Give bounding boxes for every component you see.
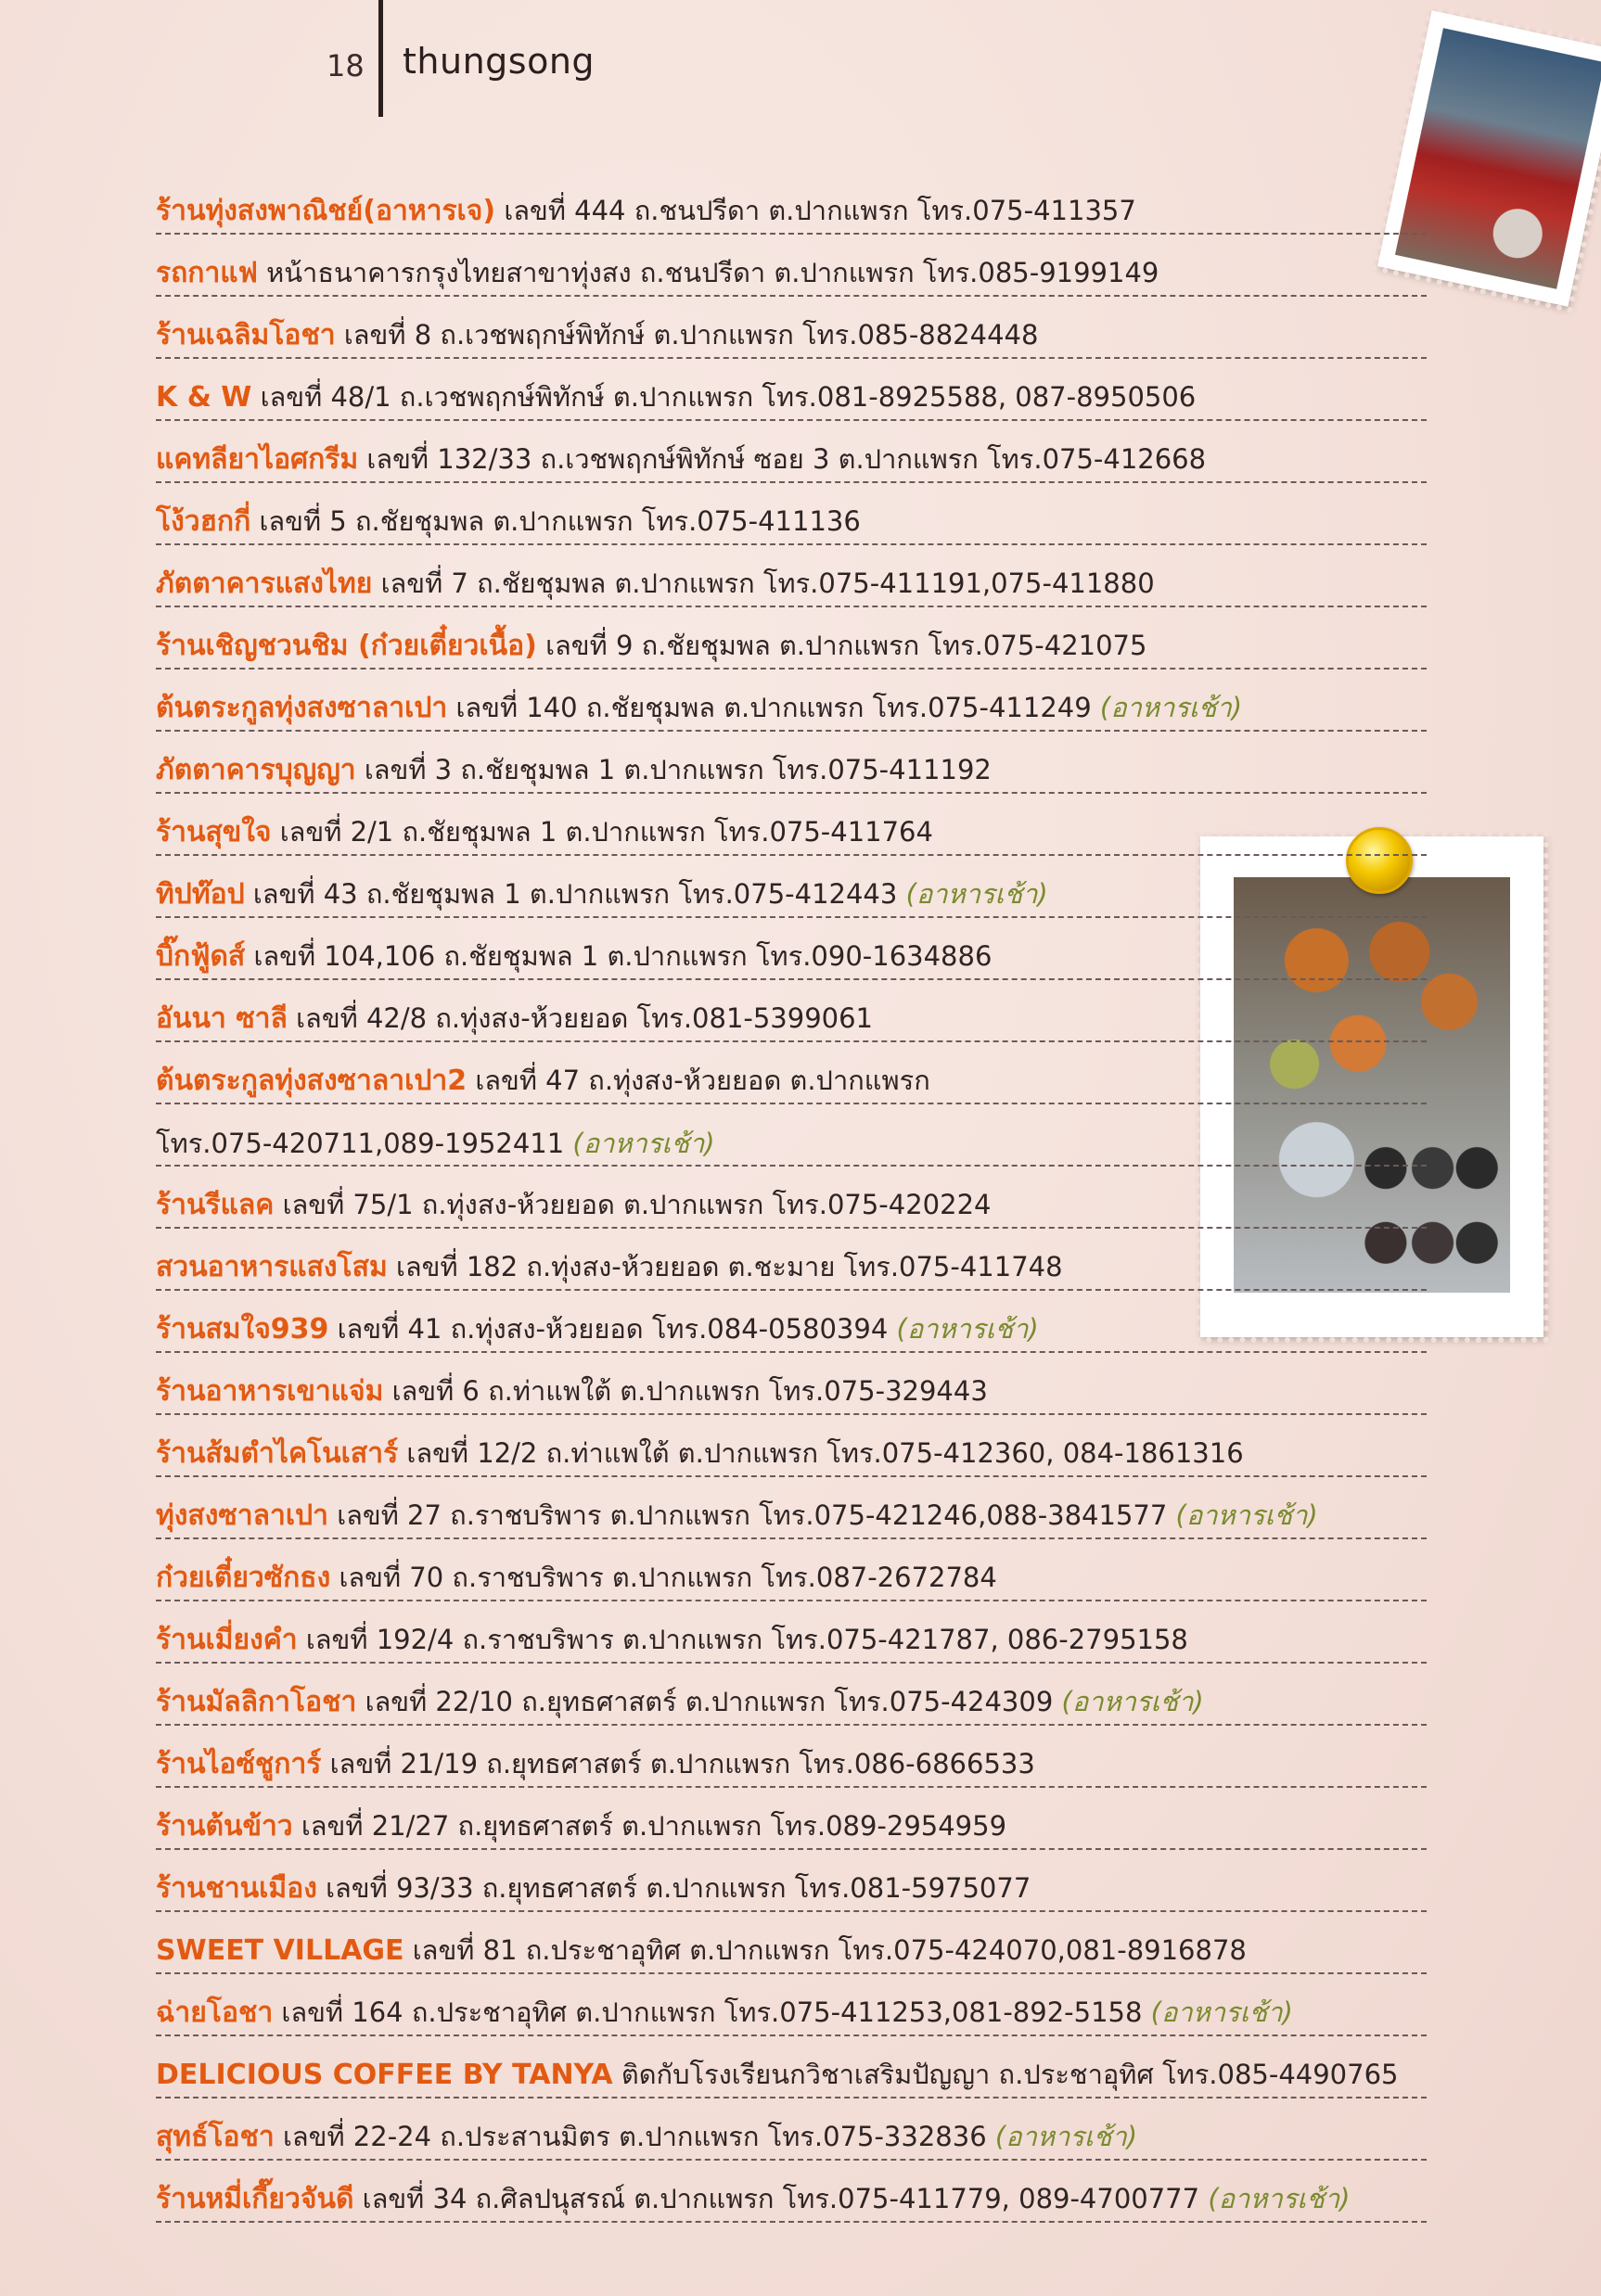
restaurant-detail: เลขที่ 9 ถ.ชัยชุมพล ต.ปากแพรก โทร.075-421075 [545,630,1147,661]
entry-text [156,754,992,786]
meal-note: (อาหารเช้า) [572,1128,715,1159]
restaurant-detail: เลขที่ 75/1 ถ.ทุ่งสง-ห้วยยอด ต.ปากแพรก โทร.075-420224 [282,1189,992,1220]
restaurant-entry [156,856,1427,918]
entry-text [156,2061,1398,2089]
entry-text [156,632,1146,660]
restaurant-detail: เลขที่ 81 ถ.ประชาอุทิศ ต.ปากแพรก โทร.075-424070,081-8916878 [412,1934,1247,1966]
meal-note: (อาหารเช้า) [994,2121,1138,2152]
restaurant-entry [156,172,1427,235]
entry-text [156,1748,1035,1780]
restaurant-entry [156,421,1427,483]
restaurant-entry [156,1167,1427,1229]
restaurant-detail: เลขที่ 164 ถ.ประชาอุทิศ ต.ปากแพรก โทร.075-411253,081-892-5158 [281,1996,1143,2028]
restaurant-detail: เลขที่ 8 ถ.เวชพฤกษ์พิทักษ์ ต.ปากแพรก โทร.085-8824448 [343,319,1039,351]
restaurant-entry [156,1726,1427,1788]
restaurant-detail: เลขที่ 70 ถ.ราชบริพาร ต.ปากแพรก โทร.087-2672784 [339,1562,997,1593]
entry-text [156,443,1207,476]
restaurant-entry [156,607,1427,670]
entry-text [156,381,1197,414]
restaurant-entry [156,918,1427,980]
entry-text [156,1067,930,1095]
restaurant-name: ร้านสมใจ939 [156,1313,329,1346]
meal-note: (อาหารเช้า) [1061,1686,1204,1717]
entry-text [156,878,1048,911]
restaurant-detail: เลขที่ 12/2 ถ.ท่าแพใต้ ต.ปากแพรก โทร.075-412360, 084-1861316 [406,1437,1244,1469]
restaurant-detail: เลขที่ 48/1 ถ.เวชพฤกษ์พิทักษ์ ต.ปากแพรก โทร.081-8925588, 087-8950506 [260,381,1197,413]
restaurant-name: สุทธ์โอชา [156,2121,275,2153]
restaurant-entry [156,1042,1427,1104]
meal-note: (อาหารเช้า) [896,1313,1039,1345]
restaurant-detail: เลขที่ 140 ถ.ชัยชุมพล ต.ปากแพรก โทร.075-411249 [455,692,1092,723]
restaurant-detail: เลขที่ 6 ถ.ท่าแพใต้ ต.ปากแพรก โทร.075-329443 [391,1375,988,1407]
meal-note: (อาหารเช้า) [905,878,1048,910]
restaurant-name: ร้านทุ่งสงพาณิชย์(อาหารเจ) [156,195,496,227]
restaurant-name: ร้านอาหารเขาแจ่ม [156,1375,384,1408]
restaurant-name: ร้านเมี่ยงคำ [156,1624,298,1656]
restaurant-entry [156,1291,1427,1353]
entry-text [156,505,861,538]
restaurant-entry [156,1850,1427,1912]
entry-text [156,816,933,848]
restaurant-name: ร้านรีแลค [156,1189,275,1221]
restaurant-name: ร้านส้มตำไคโนเสาร์ [156,1437,399,1470]
page-number: 18 [327,48,365,83]
restaurant-entry [156,732,1427,794]
restaurant-name: ร้านหมี่เกี๊ยวจันดี [156,2183,354,2215]
restaurant-name: DELICIOUS COFFEE BY TANYA [156,2059,613,2091]
restaurant-name: SWEET VILLAGE [156,1934,404,1967]
restaurant-entry [156,359,1427,421]
restaurant-entry [156,2161,1427,2223]
entry-text [156,319,1039,351]
restaurant-detail: เลขที่ 22-24 ถ.ประสานมิตร ต.ปากแพรก โทร.075-332836 [282,2121,987,2152]
restaurant-entry [156,1974,1427,2036]
meal-note: (อาหารเช้า) [1208,2183,1351,2214]
restaurant-entry [156,2036,1427,2098]
restaurant-detail: เลขที่ 42/8 ถ.ทุ่งสง-ห้วยยอด โทร.081-5399061 [296,1002,874,1034]
restaurant-list [156,172,1427,2223]
restaurant-detail: เลขที่ 104,106 ถ.ชัยชุมพล 1 ต.ปากแพรก โทร.090-1634886 [253,940,993,972]
entry-text [156,1996,1293,2029]
entry-text [156,2183,1351,2215]
entry-text [156,1313,1039,1346]
entry-text [156,1189,992,1221]
entry-text [156,1002,874,1035]
restaurant-entry [156,1104,1427,1167]
restaurant-entry [156,1601,1427,1664]
meal-note: (อาหารเช้า) [1099,692,1243,723]
restaurant-entry [156,670,1427,732]
entry-text [156,195,1136,227]
restaurant-detail: เลขที่ 182 ถ.ทุ่งสง-ห้วยยอด ต.ชะมาย โทร.075-411748 [395,1251,1063,1282]
restaurant-detail: เลขที่ 7 ถ.ชัยชุมพล ต.ปากแพรก โทร.075-411191,075-411880 [380,568,1155,599]
restaurant-detail: เลขที่ 34 ถ.ศิลปนุสรณ์ ต.ปากแพรก โทร.075-411779, 089-4700777 [362,2183,1200,2214]
page-header [0,0,1601,121]
restaurant-entry [156,235,1427,297]
restaurant-entry [156,545,1427,607]
entry-text [156,692,1243,724]
restaurant-detail: เลขที่ 444 ถ.ชนปรีดา ต.ปากแพรก โทร.075-411357 [504,195,1136,226]
restaurant-name: โง้วฮกกี่ [156,505,251,538]
entry-text [156,1686,1204,1718]
restaurant-name: ต้นตระกูลทุ่งสงซาลาเปา2 [156,1065,467,1097]
restaurant-name: ร้านเฉลิมโอชา [156,319,336,351]
restaurant-entry [156,1664,1427,1726]
entry-text [156,257,1159,289]
restaurant-name: ร้านมัลลิกาโอชา [156,1686,357,1718]
entry-text [156,1130,715,1157]
restaurant-entry [156,1477,1427,1539]
restaurant-entry [156,980,1427,1042]
restaurant-detail: เลขที่ 21/19 ถ.ยุทธศาสตร์ ต.ปากแพรก โทร.086-6866533 [329,1748,1035,1779]
restaurant-detail: เลขที่ 21/27 ถ.ยุทธศาสตร์ ต.ปากแพรก โทร.089-2954959 [301,1810,1007,1842]
entry-text [156,570,1155,598]
entry-text [156,1626,1188,1654]
restaurant-name: ก๋วยเตี๋ยวซักธง [156,1562,331,1594]
restaurant-name: ร้านต้นข้าว [156,1810,293,1843]
restaurant-name: ร้านชานเมือง [156,1872,317,1905]
restaurant-detail: เลขที่ 27 ถ.ราชบริพาร ต.ปากแพรก โทร.075-421246,088-3841577 [337,1499,1168,1531]
entry-text [156,1872,1031,1905]
restaurant-detail: โทร.075-420711,089-1952411 [156,1128,565,1159]
entry-text [156,1564,997,1592]
restaurant-name: บิ๊กฟู้ดส์ [156,940,246,973]
restaurant-detail: เลขที่ 93/33 ถ.ยุทธศาสตร์ ต.ปากแพรก โทร.081-5975077 [326,1872,1031,1904]
restaurant-detail: เลขที่ 5 ถ.ชัยชุมพล ต.ปากแพรก โทร.075-411136 [259,505,861,537]
entry-text [156,1251,1063,1283]
restaurant-name: ร้านเชิญชวนชิม (ก๋วยเตี๋ยวเนื้อ) [156,630,537,662]
restaurant-name: อันนา ซาลี [156,1002,288,1035]
restaurant-name: ภัตตาคารแสงไทย [156,568,373,600]
entry-text [156,1934,1247,1967]
restaurant-name: รถกาแฟ [156,257,258,289]
header-title: thungsong [403,41,596,82]
restaurant-name: สวนอาหารแสงโสม [156,1251,388,1283]
meal-note: (อาหารเช้า) [1175,1499,1318,1531]
restaurant-name: ภัตตาคารบุญญา [156,754,356,786]
restaurant-name: ทุ่งสงซาลาเปา [156,1499,328,1532]
restaurant-name: แคทลียาไอศกรีม [156,443,359,476]
restaurant-detail: เลขที่ 2/1 ถ.ชัยชุมพล 1 ต.ปากแพรก โทร.075-411764 [279,816,933,848]
restaurant-detail: ติดกับโรงเรียนกวิชาเสริมปัญญา ถ.ประชาอุทิศ โทร.085-4490765 [621,2059,1399,2090]
entry-text [156,940,993,973]
restaurant-name: ร้านไอซ์ชูการ์ [156,1748,322,1780]
entry-text [156,2121,1138,2153]
restaurant-name: ฉ่ายโอชา [156,1996,274,2029]
restaurant-detail: เลขที่ 41 ถ.ทุ่งสง-ห้วยยอด โทร.084-0580394 [337,1313,889,1345]
restaurant-detail: หน้าธนาคารกรุงไทยสาขาทุ่งสง ถ.ชนปรีดา ต.ปากแพรก โทร.085-9199149 [266,257,1159,288]
restaurant-entry [156,794,1427,856]
restaurant-detail: เลขที่ 3 ถ.ชัยชุมพล 1 ต.ปากแพรก โทร.075-411192 [364,754,992,785]
restaurant-entry [156,1415,1427,1477]
restaurant-detail: เลขที่ 43 ถ.ชัยชุมพล 1 ต.ปากแพรก โทร.075-412443 [252,878,898,910]
restaurant-entry [156,2098,1427,2161]
restaurant-entry [156,1912,1427,1974]
restaurant-entry [156,1539,1427,1601]
restaurant-name: K & W [156,381,252,414]
restaurant-name: ต้นตระกูลทุ่งสงซาลาเปา [156,692,448,724]
restaurant-detail: เลขที่ 47 ถ.ทุ่งสง-ห้วยยอด ต.ปากแพรก [475,1065,930,1096]
entry-text [156,1810,1007,1843]
entry-text [156,1437,1244,1470]
restaurant-entry [156,297,1427,359]
restaurant-detail: เลขที่ 132/33 ถ.เวชพฤกษ์พิทักษ์ ซอย 3 ต.ปากแพรก โทร.075-412668 [366,443,1207,475]
restaurant-detail: เลขที่ 22/10 ถ.ยุทธศาสตร์ ต.ปากแพรก โทร.075-424309 [365,1686,1054,1717]
restaurant-name: ร้านสุขใจ [156,816,272,848]
restaurant-entry [156,1229,1427,1291]
header-divider [378,0,383,117]
restaurant-name: ทิปท๊อป [156,878,245,911]
meal-note: (อาหารเช้า) [1150,1996,1293,2028]
restaurant-detail: เลขที่ 192/4 ถ.ราชบริพาร ต.ปากแพรก โทร.075-421787, 086-2795158 [305,1624,1188,1655]
entry-text [156,1375,988,1408]
restaurant-entry [156,1353,1427,1415]
restaurant-entry [156,1788,1427,1850]
entry-text [156,1499,1318,1532]
restaurant-entry [156,483,1427,545]
